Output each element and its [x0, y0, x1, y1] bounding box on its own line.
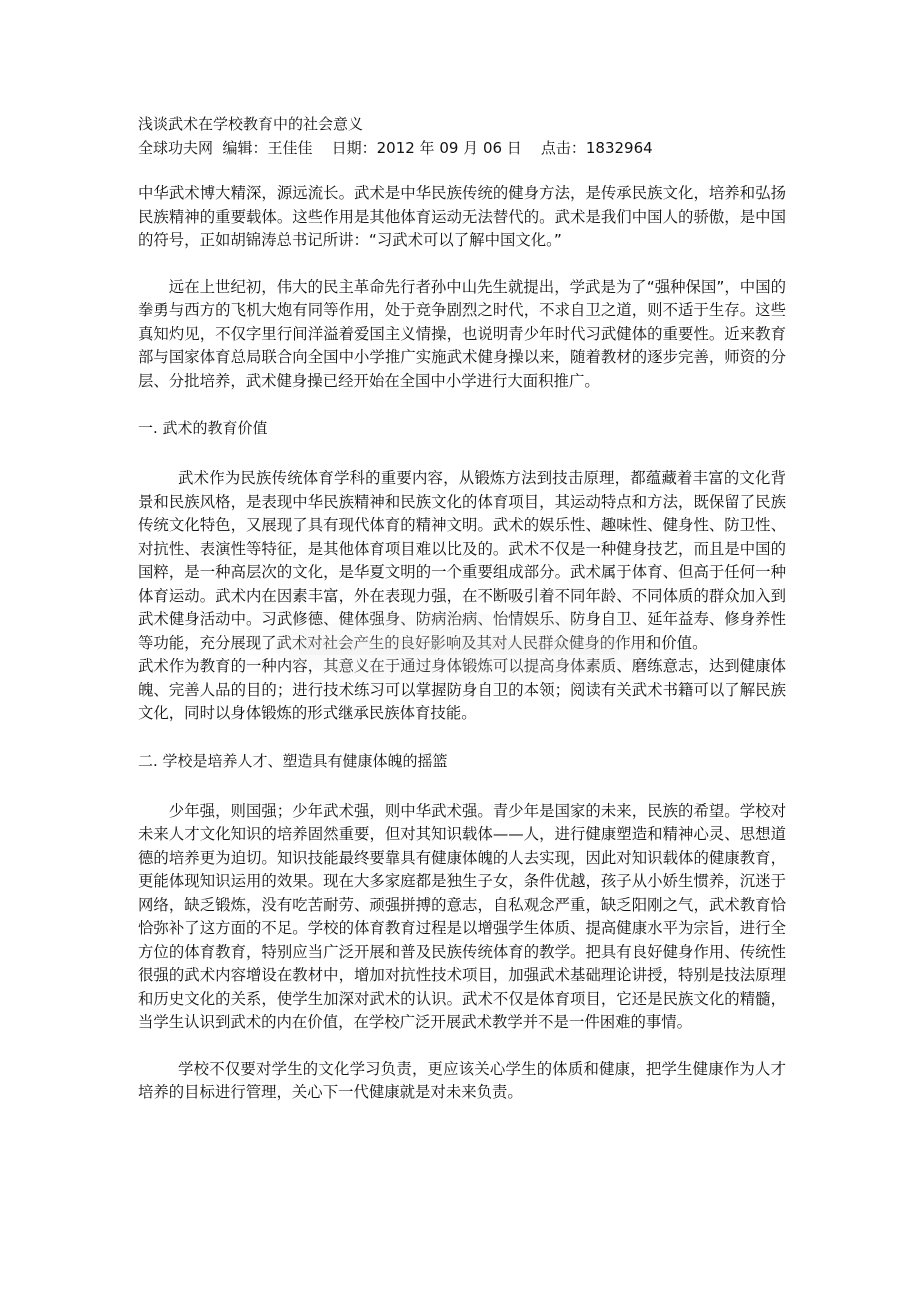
document-page	[138, 112, 786, 1105]
article-meta: 全球功夫网 编辑：王佳佳 日期：2012 年 09 月 06 日 点击：1832964	[138, 139, 653, 157]
section-2-paragraph-1: 少年强，则国强；少年武术强，则中华武术强。青少年是国家的未来，民族的希望。学校对未来人才文化知识的培养固然重要，但对其知识载体——人，进行健康塑造和精神心灵、思想道德的培养更为迫切。知识技能最终要靠具有健康体魄的人去实现，因此对知识载体的健康教育，更能体现知识运用的效果。现在大多家庭都是独生子女，条件优越，孩子从小娇生惯养，沉迷于网络，缺乏锻炼，没有吃苦耐劳、顽强拼搏的意志，自私观念严重，缺乏阳刚之气，武术教育恰恰弥补了这方面的不足。学校的体育教育过程是以增强学生体质、提高健康水平为宗旨，进行全方位的体育教育，特别应当广泛开展和普及民族传统体育的教学。把具有良好健身作用、传统性很强的武术内容增设在教材中，增加对抗性技术项目，加强武术基础理论讲授，特别是技法原理和历史文化的关系，使学生加深对武术的认识。武术不仅是体育项目，它还是民族文化的精髓，当学生认识到武术的内在价值，在学校广泛开展武术教学并不是一件困难的事情。	[138, 801, 786, 1031]
section-1-paragraph-2: 武术作为教育的一种内容，其意义在于通过身体锻炼可以提高身体素质、磨练意志，达到健康体魄、完善人品的目的；进行技术练习可以掌握防身自卫的本领；阅读有关武术书籍可以了解民族文化，同时以身体锻炼的形式继承民族体育技能。	[138, 657, 786, 722]
intro-paragraph: 中华武术博大精深，源远流长。武术是中华民族传统的健身方法，是传承民族文化，培养和弘扬民族精神的重要载体。这些作用是其他体育运动无法替代的。武术是我们中国人的骄傲，是中国的符号，正如胡锦涛总书记所讲：“习武术可以了解中国文化。”	[138, 184, 786, 249]
section-2-heading: 二. 学校是培养人才、塑造具有健康体魄的摇篮	[138, 751, 448, 770]
section-1-heading: 一. 武术的教育价值	[138, 419, 268, 437]
section-2-paragraph-2: 学校不仅要对学生的文化学习负责，更应该关心学生的体质和健康，把学生健康作为人才培养的目标进行管理，关心下一代健康就是对未来负责。	[138, 1059, 786, 1101]
section-1-paragraph-1: 武术作为民族传统体育学科的重要内容，从锻炼方法到技击原理，都蕴藏着丰富的文化背景和民族风格，是表现中华民族精神和民族文化的体育项目，其运动特点和方法，既保留了民族传统文化特色，又展现了具有现代体育的精神文明。武术的娱乐性、趣味性、健身性、防卫性、对抗性、表演性等特征，是其他体育项目难以比及的。武术不仅是一种健身技艺，而且是中国的国粹，是一种高层次的文化，是华夏文明的一个重要组成部分。武术属于体育、但高于任何一种体育运动。武术内在因素丰富，外在表现力强，在不断吸引着不同年龄、不同体质的群众加入到武术健身活动中。习武修德、健体强身、防病治病、怡情娱乐、防身自卫、延年益寿、修身养性等功能，充分展现了武术对社会产生的良好影响及其对人民群众健身的作用和价值。	[138, 469, 786, 652]
history-paragraph: 远在上世纪初，伟大的民主革命先行者孙中山先生就提出，学武是为了“强种保国”，中国的拳勇与西方的飞机大炮有同等作用，处于竞争剧烈之时代，不求自卫之道，则不适于生存。这些真知灼见，不仅字里行间洋溢着爱国主义情操，也说明青少年时代习武健体的重要性。近来教育部与国家体育总局联合向全国中小学推广实施武术健身操以来，随着教材的逐步完善，师资的分层、分批培养，武术健身操已经开始在全国中小学进行大面积推广。	[138, 277, 786, 390]
article-title: 浅谈武术在学校教育中的社会意义	[138, 115, 364, 133]
